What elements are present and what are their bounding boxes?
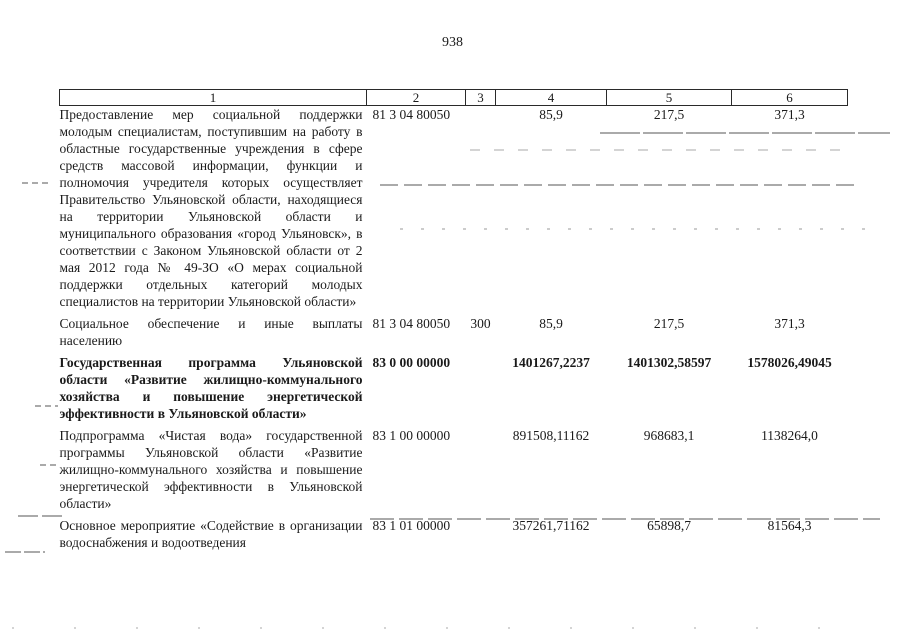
row-value-1: 1401267,2237 [512,355,590,370]
row-expense-type [466,422,496,512]
table-row [60,512,848,551]
page-number: 938 [442,35,463,50]
column-header-value-3: 6 [732,90,848,106]
row-value-2: 217,5 [653,316,685,331]
column-header-value-1: 4 [496,90,607,106]
row-name: Основное мероприятие «Содействие в организации водоснабжения и водоотведения [59,518,363,550]
row-value-3: 1138264,0 [761,428,818,443]
row-value-1: 85,9 [539,107,563,122]
row-value-2: 968683,1 [643,428,695,443]
row-name: Предоставление мер социальной поддержки молодым специалистам, поступившим на работу в областные государственные учреждения в сфере средств массовой информации, функции и полномочия учредителя которых осуществляет Правительство Ульяновской области, находящиеся на территории Ульяновской области и муниципального образования «город Ульяновск», в соответствии с Законом Ульяновской области от 2 мая 2012 года № 49-ЗО «О мерах социальной поддержки отдельных категорий молодых специалистов на территории Ульяновской области» [59,107,363,309]
column-header-vr: 3 [466,90,496,106]
column-number-header-row [60,90,848,106]
row-value-2: 65898,7 [647,518,691,533]
row-target-code: 83 0 00 00000 [372,355,451,370]
row-target-code: 81 3 04 80050 [372,107,451,122]
row-expense-type [466,512,496,551]
row-value-1: 85,9 [539,316,563,331]
row-expense-type: 300 [470,316,491,331]
budget-table [59,89,848,551]
row-target-code: 81 3 04 80050 [372,316,451,331]
row-expense-type [466,106,496,311]
column-header-code: 2 [367,90,466,106]
row-name: Социальное обеспечение и иные выплаты населению [59,316,363,348]
row-value-2: 1401302,58597 [626,355,712,370]
row-value-1: 891508,11162 [512,428,590,443]
row-value-3: 1578026,49045 [747,355,832,370]
table-row [60,106,848,311]
row-value-2: 217,5 [653,107,685,122]
table-row [60,310,848,349]
table-row [60,349,848,422]
row-expense-type [466,349,496,422]
row-value-3: 371,3 [774,316,805,331]
row-name: Подпрограмма «Чистая вода» государственной программы Ульяновской области «Развитие жилищно-коммунального хозяйства и повышение энергетической эффективности в Ульяновской области» [59,428,363,511]
row-target-code: 83 1 01 00000 [372,518,451,533]
column-header-name: 1 [60,90,367,106]
row-target-code: 83 1 00 00000 [372,428,451,443]
row-value-1: 357261,71162 [512,518,590,533]
table-row [60,422,848,512]
row-name: Государственная программа Ульяновской области «Развитие жилищно-коммунального хозяйства и повышение энергетической эффективности в Ульяновской области» [59,355,363,421]
row-value-3: 81564,3 [767,518,812,533]
column-header-value-2: 5 [607,90,732,106]
row-value-3: 371,3 [774,107,805,122]
